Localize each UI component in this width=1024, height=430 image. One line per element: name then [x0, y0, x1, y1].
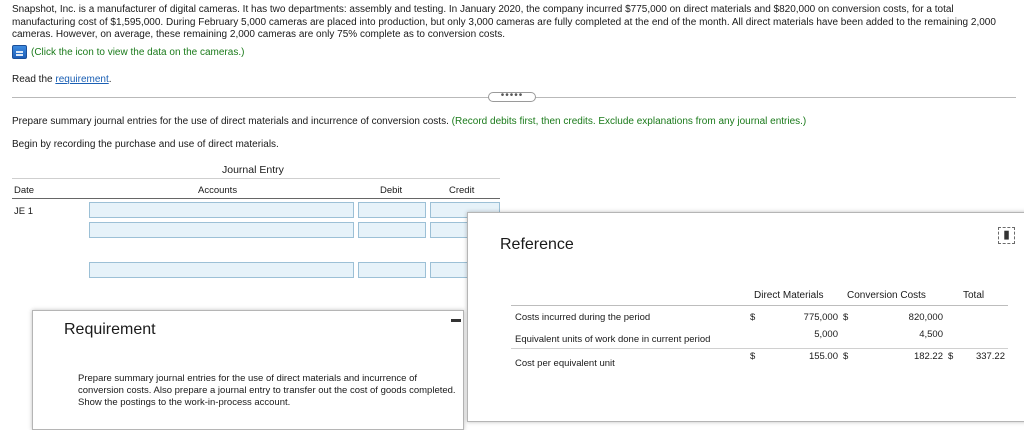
debit-input-1[interactable]	[358, 202, 426, 218]
maximize-icon[interactable]: ▮	[998, 227, 1015, 244]
read-prefix: Read the	[12, 74, 56, 85]
instruction-text: Prepare summary journal entries for the use of direct materials and incurrence of conversion costs.	[12, 116, 452, 127]
ref-costs-dm: 775,000	[803, 312, 838, 323]
debit-input-3[interactable]	[358, 262, 426, 278]
journal-head-rule	[12, 198, 500, 199]
data-link-row[interactable]	[12, 45, 244, 59]
col-accounts: Accounts	[198, 185, 238, 196]
col-date: Date	[14, 185, 35, 196]
ref-head-rule	[511, 305, 1008, 306]
account-input-2[interactable]	[89, 222, 354, 238]
ref-cpu-cc-sym: $	[843, 351, 849, 362]
expand-button[interactable]: •••••	[488, 92, 536, 102]
ref-cpu-label: Cost per equivalent unit	[515, 358, 615, 369]
instruction-hint: (Record debits first, then credits. Exclude explanations from any journal entries.)	[451, 116, 807, 127]
ref-mid-rule	[511, 348, 1008, 349]
je-label: JE 1	[14, 206, 34, 217]
ref-col-cc: Conversion Costs	[847, 290, 926, 301]
ref-equiv-cc: 4,500	[919, 329, 943, 340]
ref-equiv-dm: 5,000	[814, 329, 838, 340]
debit-input-2[interactable]	[358, 222, 426, 238]
ref-costs-dm-sym: $	[750, 312, 756, 323]
requirement-title: Requirement	[64, 321, 156, 338]
col-credit: Credit	[449, 185, 475, 196]
account-input-3[interactable]	[89, 262, 354, 278]
ref-col-dm: Direct Materials	[754, 290, 824, 301]
ref-cpu-dm-sym: $	[750, 351, 756, 362]
ref-col-total: Total	[963, 290, 985, 301]
ref-costs-cc: 820,000	[908, 312, 943, 323]
reference-title: Reference	[500, 236, 574, 253]
ref-cpu-total-sym: $	[948, 351, 954, 362]
requirement-text: Prepare summary journal entries for the use of direct materials and incurrence of conversion costs. Also prepare a journal entry to transfer out the cost of goods completed. Show the postings to the work-in-process account.	[78, 373, 456, 408]
data-link-text[interactable]: (Click the icon to view the data on the cameras.)	[31, 46, 245, 58]
ref-cpu-cc: 182.22	[913, 351, 943, 362]
minimize-icon[interactable]	[451, 319, 461, 322]
journal-title: Journal Entry	[222, 164, 284, 176]
read-suffix: .	[108, 74, 112, 85]
journal-top-rule	[12, 178, 500, 179]
ref-costs-label: Costs incurred during the period	[515, 312, 651, 323]
ref-cpu-total: 337.22	[975, 351, 1005, 362]
problem-statement: Snapshot, Inc. is a manufacturer of digital cameras. It has two departments: assembly and testing. In January 2020, the company incurred $775,000 on direct materials and $820,000 on conversion costs, for a total manufacturing cost of $1,595,000. During February 5,000 cameras are placed into production, but only 3,000 cameras are fully completed at the end of the month. All direct materials have been added to the remaining 2,000 cameras. However, on average, these remaining 2,000 cameras are only 75% complete as to conversion costs.	[12, 4, 996, 40]
ref-cpu-dm: 155.00	[808, 351, 838, 362]
ref-costs-cc-sym: $	[843, 312, 849, 323]
requirement-link[interactable]: requirement	[55, 74, 109, 85]
read-requirement	[12, 74, 112, 85]
account-input-1[interactable]	[89, 202, 354, 218]
data-book-icon[interactable]	[12, 45, 27, 59]
ref-equiv-label: Equivalent units of work done in current period	[515, 334, 711, 345]
instruction	[12, 116, 806, 127]
col-debit: Debit	[380, 185, 403, 196]
begin-text: Begin by recording the purchase and use of direct materials.	[12, 139, 279, 150]
